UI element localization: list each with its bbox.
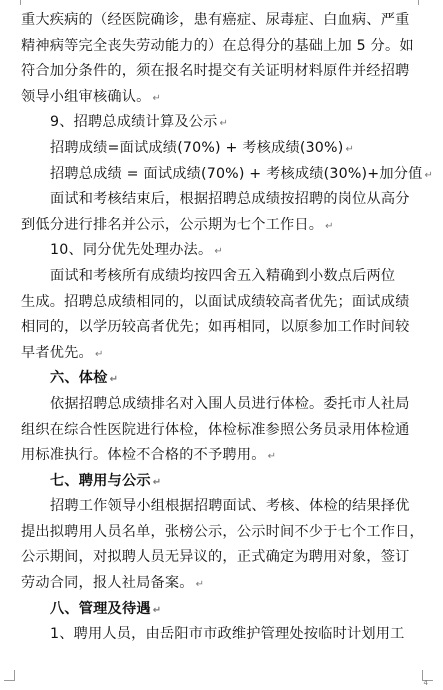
line-text: 10、同分优先处理办法。 bbox=[50, 242, 213, 259]
text-line bbox=[21, 315, 425, 341]
line-text: 公示期间，对拟聘人员无异议的，正式确定为聘用对象，签订 bbox=[21, 549, 410, 566]
section-heading bbox=[21, 469, 425, 495]
crop-mark-top-right bbox=[418, 0, 429, 5]
paragraph-mark-icon: ↵ bbox=[219, 118, 229, 130]
text-line bbox=[21, 264, 425, 290]
line-text: 提出拟聘用人员名单，张榜公示，公示时间不少于七个工作日， bbox=[21, 523, 424, 540]
line-text: 招聘成绩=面试成绩(70%) + 考核成绩(30%) bbox=[50, 139, 344, 156]
paragraph-mark-icon: ↵ bbox=[345, 143, 355, 155]
text-line bbox=[21, 392, 425, 418]
line-text: 精神病等完全丧失劳动能力的）在总得分的基础上加 5 分。如 bbox=[21, 37, 414, 54]
line-text: 劳动合同，报人社局备案。 bbox=[21, 575, 194, 592]
line-text: 七、聘用与公示 bbox=[50, 472, 151, 489]
paragraph-mark-icon: ↵ bbox=[94, 348, 104, 360]
text-line bbox=[21, 110, 425, 136]
text-line bbox=[21, 238, 425, 264]
paragraph-mark-icon: ↵ bbox=[214, 246, 223, 258]
page-number: 4 bbox=[423, 679, 428, 687]
document-body bbox=[21, 8, 434, 648]
line-text: 面试和考核所有成绩均按四舍五入精确到小数点后两位 bbox=[50, 267, 396, 284]
text-line bbox=[21, 136, 425, 162]
line-text: 面试和考核结束后，根据招聘总成绩按招聘的岗位从高分 bbox=[50, 191, 410, 208]
text-line bbox=[21, 571, 425, 597]
line-text: 9、招聘总成绩计算及公示 bbox=[50, 114, 218, 131]
text-line bbox=[21, 213, 425, 239]
text-line bbox=[21, 341, 425, 367]
text-line bbox=[21, 622, 425, 648]
crop-mark-top-left bbox=[10, 0, 21, 5]
paragraph-mark-icon: ↵ bbox=[424, 169, 434, 181]
line-text: 到低分进行排名并公示，公示期为七个工作日。 bbox=[21, 216, 324, 233]
text-line bbox=[21, 162, 434, 188]
line-text: 依据招聘总成绩排名对入围人员进行体检。委托市人社局 bbox=[50, 395, 410, 412]
text-line bbox=[21, 494, 425, 520]
line-text: 八、管理及待遇 bbox=[50, 600, 151, 617]
paragraph-mark-icon: ↵ bbox=[152, 604, 162, 616]
line-text: 早者优先。 bbox=[21, 344, 93, 361]
paragraph-mark-icon: ↵ bbox=[325, 220, 334, 232]
text-line bbox=[21, 8, 425, 34]
section-heading bbox=[21, 597, 425, 623]
paragraph-mark-icon: ↵ bbox=[195, 579, 205, 591]
line-text: 生成。招聘总成绩相同的，以面试成绩较高者优先；面试成绩 bbox=[21, 293, 410, 310]
text-line bbox=[21, 85, 425, 111]
text-line bbox=[21, 545, 425, 571]
section-heading bbox=[21, 366, 425, 392]
line-text: 领导小组审核确认。 bbox=[21, 88, 151, 105]
paragraph-mark-icon: ↵ bbox=[267, 451, 277, 463]
text-line bbox=[21, 520, 425, 546]
text-line bbox=[21, 187, 425, 213]
text-line bbox=[21, 418, 425, 444]
text-line bbox=[21, 290, 425, 316]
line-text: 重大疾病的（经医院确诊，患有癌症、尿毒症、白血病、严重 bbox=[21, 12, 410, 28]
text-line bbox=[21, 59, 425, 85]
line-text: 招聘总成绩 = 面试成绩(70%) + 考核成绩(30%)+加分值 bbox=[50, 165, 423, 182]
text-line bbox=[21, 443, 425, 469]
line-text: 相同的，以学历较高者优先；如再相同，以原参加工作时间较 bbox=[21, 319, 410, 336]
line-text: 招聘工作领导小组根据招聘面试、考核、体检的结果择优 bbox=[50, 498, 410, 515]
line-text: 六、体检 bbox=[50, 370, 108, 387]
line-text: 符合加分条件的，须在报名时提交有关证明材料原件并经招聘 bbox=[21, 63, 410, 80]
line-text: 1、聘用人员，由岳阳市市政维护管理处按临时计划用工 bbox=[50, 626, 405, 643]
line-text: 用标准执行。体检不合格的不予聘用。 bbox=[21, 447, 266, 464]
paragraph-mark-icon: ↵ bbox=[109, 374, 119, 386]
text-line bbox=[21, 34, 425, 60]
paragraph-mark-icon: ↵ bbox=[152, 476, 162, 488]
paragraph-mark-icon: ↵ bbox=[152, 92, 162, 104]
crop-mark-bottom-left bbox=[4, 670, 15, 681]
line-text: 组织在综合性医院进行体检，体检标准参照公务员录用体检通 bbox=[21, 421, 410, 438]
